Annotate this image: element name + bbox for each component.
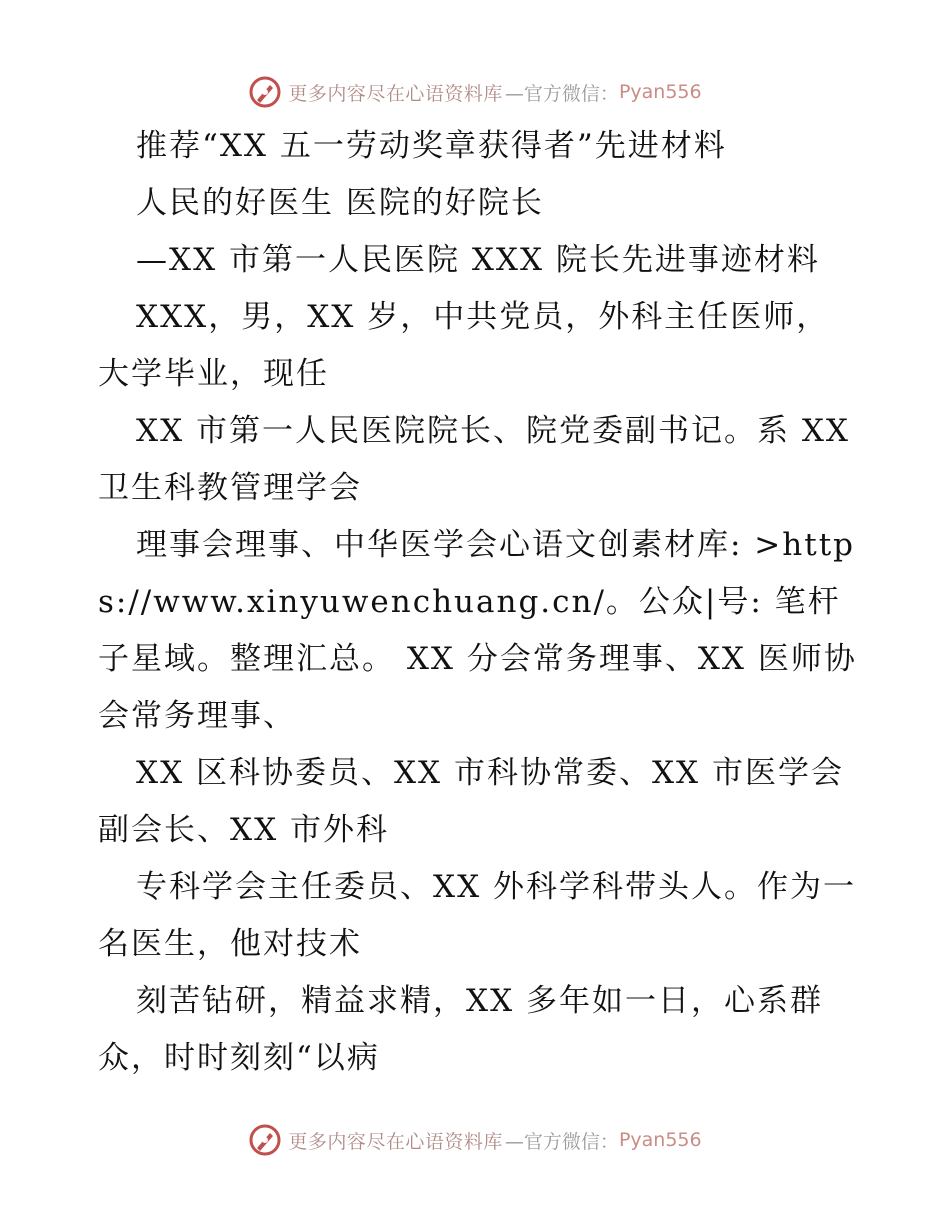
body-paragraph: 刻苦钻研，精益求精，XX 多年如一日，心系群众，时时刻刻“以病 — [98, 983, 823, 1076]
watermark-separator: —官方微信： — [504, 1130, 619, 1153]
watermark-separator: —官方微信： — [504, 82, 619, 105]
pen-logo-icon — [248, 75, 282, 109]
footer-watermark — [0, 1120, 950, 1160]
document-body — [98, 118, 858, 1087]
body-paragraph: XXX，男，XX 岁，中共党员，外科主任医师，大学毕业，现任 — [98, 299, 830, 392]
document-title: 推荐“XX 五一劳动奖章获得者”先进材料 — [136, 128, 727, 164]
body-paragraph: 专科学会主任委员、XX 外科学科带头人。作为一名医生，他对技术 — [98, 869, 856, 962]
document-subheading: —XX 市第一人民医院 XXX 院长先进事迹材料 — [136, 242, 820, 278]
header-watermark — [0, 72, 950, 112]
watermark-text: 更多内容尽在心语资料库 — [288, 82, 503, 105]
body-paragraph: 理事会理事、中华医学会心语文创素材库: >https://www.xinyuwenchuang.cn/。公众|号: 笔杆子星域。整理汇总。 XX 分会常务理事、XX 医师协会常务理事、 — [98, 527, 857, 734]
pen-logo-icon — [248, 1123, 282, 1157]
body-paragraph: XX 区科协委员、XX 市科协常委、XX 市医学会副会长、XX 市外科 — [98, 755, 844, 848]
watermark-wechat-id: Pyan556 — [618, 81, 702, 103]
body-paragraph: XX 市第一人民医院院长、院党委副书记。系 XX 卫生科教管理学会 — [98, 413, 850, 506]
watermark-text: 更多内容尽在心语资料库 — [288, 1130, 503, 1153]
watermark-wechat-id: Pyan556 — [618, 1129, 702, 1151]
document-subtitle: 人民的好医生 医院的好院长 — [136, 185, 544, 221]
